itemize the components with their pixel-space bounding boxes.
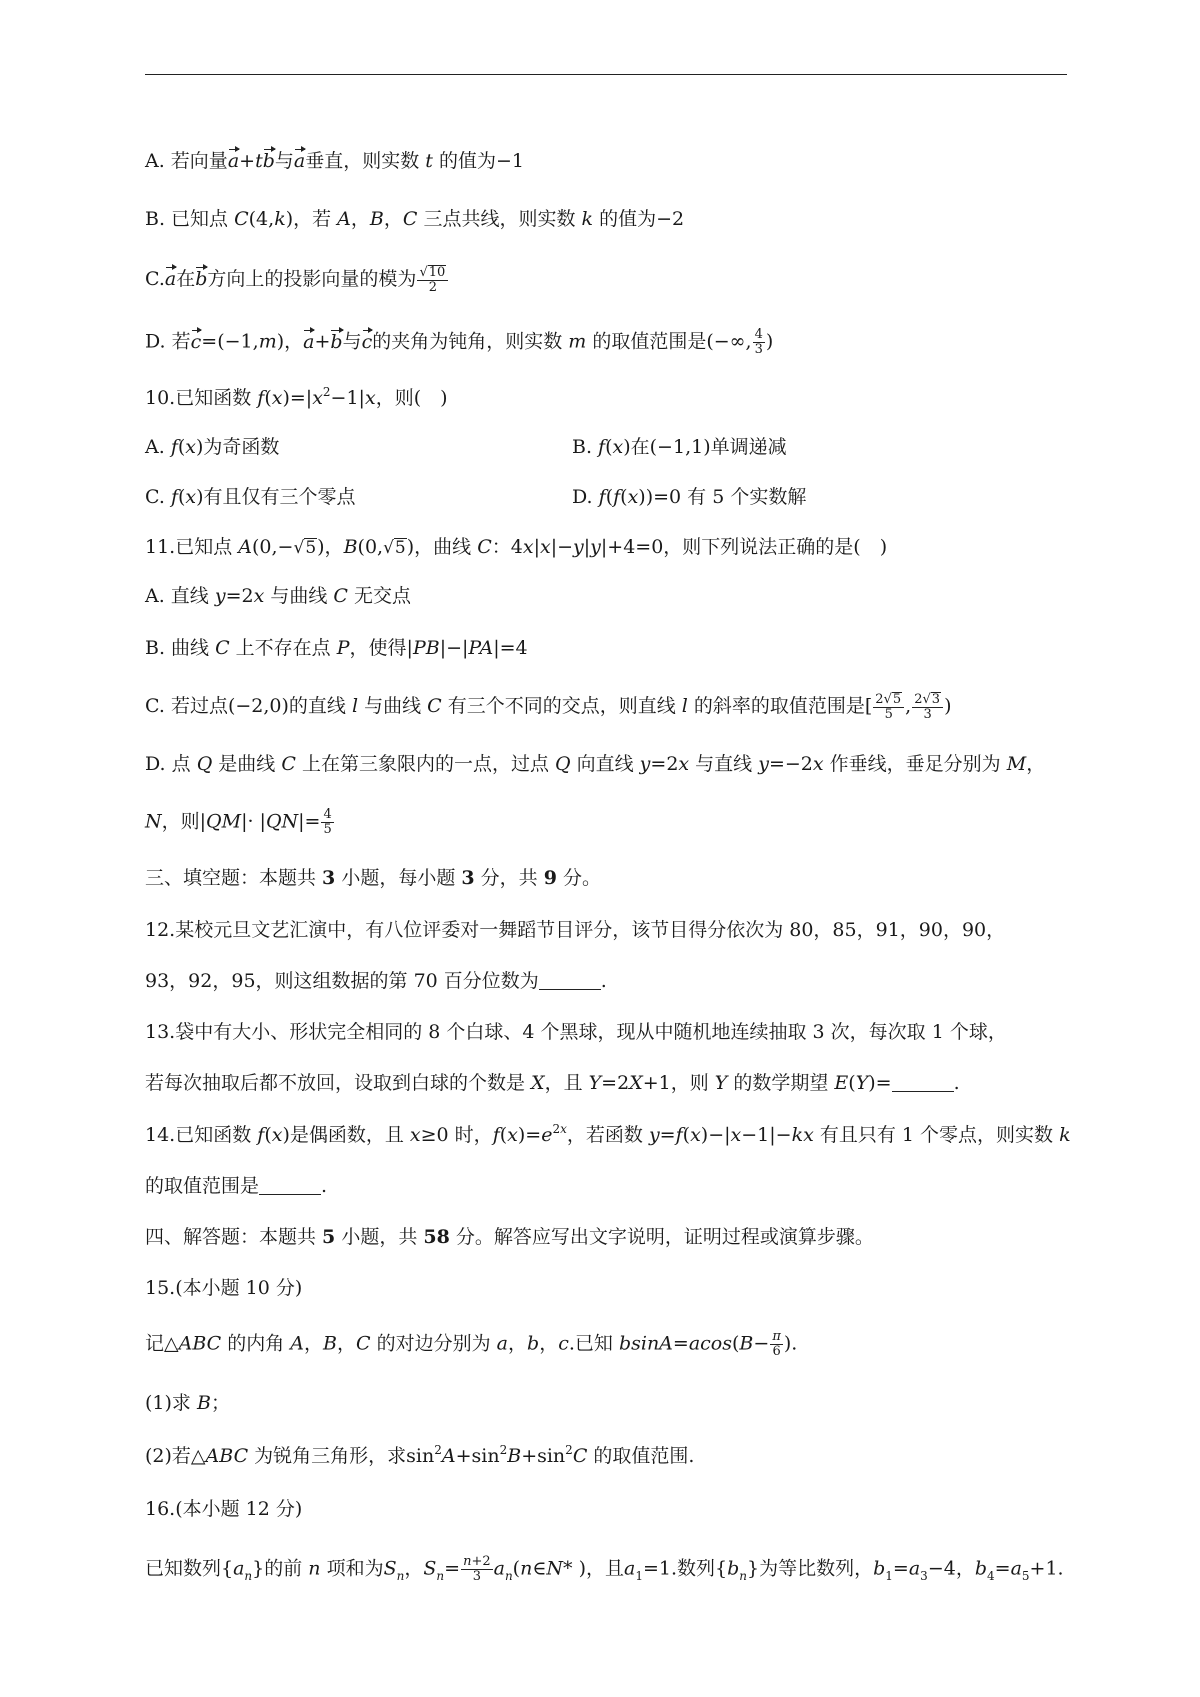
q10-option-d: D. f(f(x))=0 有 5 个实数解 bbox=[572, 486, 807, 508]
q15-part-1: (1)求 B； bbox=[145, 1392, 230, 1414]
q16-heading: 16.(本小题 12 分) bbox=[145, 1498, 303, 1520]
q11-stem: 11.已知点 A(0,−√5)，B(0,√5)，曲线 C：4x|x|−y|y|+4=0，则下列说法正确的是( ) bbox=[145, 536, 888, 558]
q10-stem: 10.已知函数 $f(x)=|x^2-1|x$，则( ) bbox=[145, 385, 448, 409]
section-4-heading: 四、解答题：本题共 5 小题，共 58 分。解答应写出文字说明，证明过程或演算步骤。 bbox=[145, 1226, 874, 1248]
q13-line-1: 13.袋中有大小、形状完全相同的 8 个白球、4 个黑球，现从中随机地连续抽取 3 次，每次取 1 个球， bbox=[145, 1021, 1007, 1043]
answer-blank bbox=[259, 1176, 321, 1195]
q9-option-b: B. 已知点 C(4,k)，若 A，B，C 三点共线，则实数 k 的值为−2 bbox=[145, 208, 685, 230]
q10-option-b: B. f(x)在(−1,1)单调递减 bbox=[572, 436, 787, 458]
q10-option-c: C. f(x)有且仅有三个零点 bbox=[145, 486, 356, 508]
q14-line-1: 14.已知函数 f(x)是偶函数，且 x≥0 时，$f(x)=e^{2x}$，若函数 y=f(x)−|x−1|−kx 有且只有 1 个零点，则实数 k bbox=[145, 1122, 1071, 1146]
q9-option-c: C.a在b方向上的投影向量的模为 $\frac{√10}{2}$ bbox=[145, 265, 449, 295]
q15-part-2: (2)若△ABC 为锐角三角形，求$\sin^2A+\sin^2B+\sin^2C$ 的取值范围. bbox=[145, 1443, 695, 1467]
answer-blank bbox=[539, 971, 601, 990]
q14-line-2: 的取值范围是 . bbox=[145, 1175, 328, 1197]
q12-line-1: 12.某校元旦文艺汇演中，有八位评委对一舞蹈节目评分，该节目得分依次为 80，85，91，90，90， bbox=[145, 919, 1006, 941]
q11-option-d: D. 点 Q 是曲线 C 上在第三象限内的一点，过点 Q 向直线 y=2x 与直线 y=−2x 作垂线，垂足分别为 M， bbox=[145, 753, 1046, 775]
q11-option-c: C. 若过点(−2,0)的直线 l 与曲线 C 有三个不同的交点，则直线 l 的斜率的取值范围是[ $\frac{2√5}{5}$ , $\frac{2√3}{3}$ ) bbox=[145, 692, 952, 722]
q15-heading: 15.(本小题 10 分) bbox=[145, 1277, 303, 1299]
answer-blank bbox=[892, 1073, 954, 1092]
q9-option-a: A. 若向量a+tb与a垂直，则实数 t 的值为−1 bbox=[145, 150, 524, 172]
q13-line-2: 若每次抽取后都不放回，设取到白球的个数是 X，且 Y=2X+1，则 Y 的数学期望 E(Y)= . bbox=[145, 1072, 960, 1094]
q16-stem: 已知数列$\{a_n\}$的前 n 项和为$S_n$，$S_n=$ $\frac{n+2}{3}$ $a_n(n\in N*$ )，且$a_1=1$.数列$\{b_n\}$为等比数列，$b_1=a_3-4$，$b_4=a_5+1$. bbox=[145, 1554, 1064, 1584]
q15-stem: 记△ABC 的内角 A，B，C 的对边分别为 a，b，c.已知 bsinA=acos(B− $\frac{\pi}{6}$ ). bbox=[145, 1329, 798, 1359]
q9-option-d: D. 若c=(−1,m)，a+b与c的夹角为钝角，则实数 m 的取值范围是(−∞, $\frac{4}{3}$ ) bbox=[145, 327, 774, 357]
section-3-heading: 三、填空题：本题共 3 小题，每小题 3 分，共 9 分。 bbox=[145, 867, 601, 889]
q11-option-b: B. 曲线 C 上不存在点 P，使得|PB|−|PA|=4 bbox=[145, 637, 528, 659]
q11-option-d-cont: N，则|QM|· |QN|= $\frac{4}{5}$ bbox=[145, 807, 332, 837]
q10-option-a: A. f(x)为奇函数 bbox=[145, 436, 280, 458]
q11-option-a: A. 直线 y=2x 与曲线 C 无交点 bbox=[145, 585, 411, 607]
header-rule bbox=[145, 74, 1067, 75]
q12-line-2: 93，92，95，则这组数据的第 70 百分位数为 . bbox=[145, 970, 607, 992]
